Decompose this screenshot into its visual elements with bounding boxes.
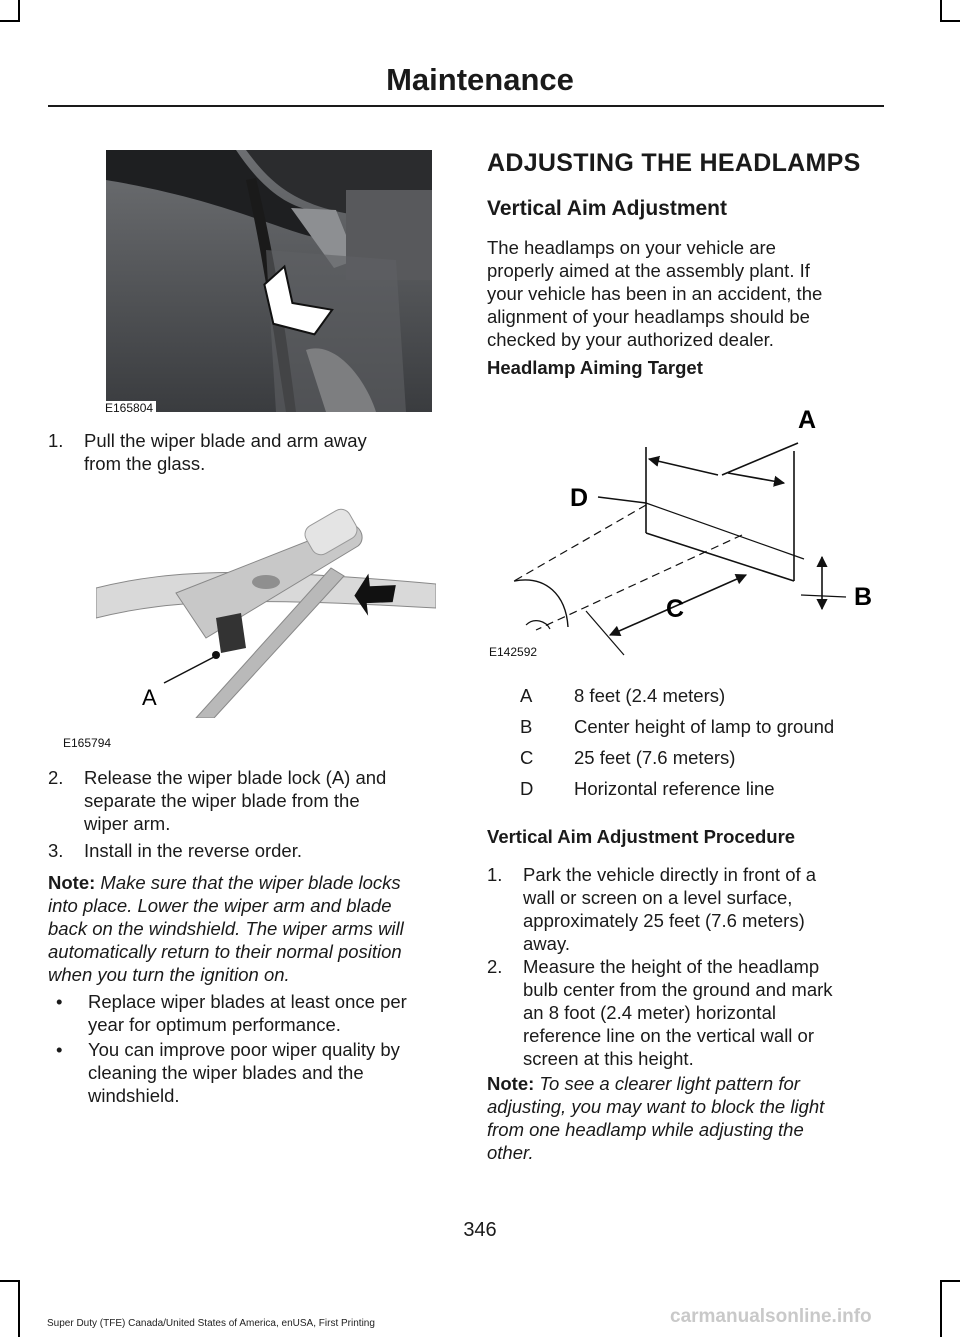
step-text-line: away. [523,933,570,954]
legend-value: 25 feet (7.6 meters) [574,747,736,768]
note-text-line: when you turn the ignition on. [48,964,290,985]
section-heading: ADJUSTING THE HEADLAMPS [487,149,861,177]
page-number: 346 [463,1219,497,1241]
procedure-heading: Vertical Aim Adjustment Procedure [487,826,796,847]
note [487,1072,897,1164]
step-number: 1. [487,864,503,885]
step-text-line: from the glass. [84,453,206,474]
bullet-text-line: cleaning the wiper blades and the [88,1062,364,1083]
callout-label: A [798,406,817,434]
callout-label: A [142,685,157,710]
step-number: 1. [48,430,64,451]
page-title: Maintenance [386,62,574,97]
figure-code: E165794 [60,736,114,750]
footer-print-line: Super Duty (TFE) Canada/United States of America, enUSA, First Printing [47,1318,375,1329]
callout-label: D [570,484,589,512]
paragraph-line: checked by your authorized dealer. [487,329,774,350]
bullet-text-line: You can improve poor wiper quality by [88,1039,400,1060]
subsection-heading: Vertical Aim Adjustment [487,197,728,220]
paragraph-line: The headlamps on your vehicle are [487,237,776,258]
step-text: Install in the reverse order. [84,840,302,861]
note-text-line: into place. Lower the wiper arm and blade [48,895,392,916]
note [48,871,453,986]
crop-mark [940,1280,960,1282]
step-text [84,766,386,835]
list-item [48,766,448,836]
wiper-blade-lock-illustration [63,498,436,750]
list-item [48,990,458,1040]
crop-mark [940,1280,942,1337]
figure-code: E142592 [486,645,540,659]
bullet-text [88,990,407,1036]
bullet-text-line: year for optimum performance. [88,1014,341,1035]
note-label: Note: [487,1073,535,1094]
step-text-line: separate the wiper blade from the [84,790,360,811]
step-text-line: Measure the height of the headlamp [523,956,820,977]
note-text-line: automatically return to their normal position [48,941,402,962]
note-text-line: To see a clearer light pattern for [539,1073,800,1094]
step-text-line: approximately 25 feet (7.6 meters) [523,910,805,931]
bullet-text-line: Replace wiper blades at least once per [88,991,407,1012]
paragraph-line: alignment of your headlamps should be [487,306,810,327]
paragraph-line: your vehicle has been in an accident, the [487,283,823,304]
watermark: carmanualsonline.info [670,1306,872,1327]
callout-label: C [666,595,685,623]
legend-value: Horizontal reference line [574,778,775,799]
intro-paragraph [487,236,897,351]
bullet-text [88,1038,400,1107]
list-item [48,1038,458,1110]
step-text-line: wiper arm. [84,813,171,834]
step-text-line: reference line on the vertical wall or [523,1025,815,1046]
step-text-line: Pull the wiper blade and arm away [84,430,367,451]
note-text-line: from one headlamp while adjusting the [487,1119,804,1140]
step-text-line: Release the wiper blade lock (A) and [84,767,387,788]
step-number: 3. [48,840,64,861]
header-divider [48,105,884,107]
note-text-line: Make sure that the wiper blade locks [100,872,401,893]
legend-key: A [520,685,533,706]
crop-mark [940,20,960,22]
crop-mark [0,1280,20,1282]
figure-code: E165804 [102,401,156,415]
note-label: Note: [48,872,96,893]
legend-key: C [520,747,534,768]
step-text [523,863,816,955]
note-text-line: other. [487,1142,534,1163]
legend-key: D [520,778,534,799]
note-text-line: adjusting, you may want to block the light [487,1096,825,1117]
step-text-line: Park the vehicle directly in front of a [523,864,817,885]
legend-value: 8 feet (2.4 meters) [574,685,726,706]
crop-mark [0,20,20,22]
bullet-marker: • [56,991,63,1012]
step-text-line: bulb center from the ground and mark [523,979,833,1000]
step-text-line: an 8 foot (2.4 meter) horizontal [523,1002,776,1023]
legend-key: B [520,716,533,737]
wiper-arm-photo [105,150,432,415]
legend-value: Center height of lamp to ground [574,716,835,737]
headlamp-aiming-target-diagram [486,385,886,665]
bullet-text-line: windshield. [88,1085,180,1106]
paragraph-line: properly aimed at the assembly plant. If [487,260,810,281]
step-number: 2. [48,767,64,788]
callout-label: B [854,583,873,611]
crop-mark [18,1280,20,1337]
crop-mark [940,0,942,22]
step-number: 2. [487,956,503,977]
list-item [487,955,907,1073]
list-item [48,429,448,479]
crop-mark [18,0,20,22]
list-item [48,839,448,863]
step-text-line: wall or screen on a level surface, [523,887,793,908]
bullet-marker: • [56,1039,63,1060]
step-text [84,429,367,475]
step-text [523,955,833,1070]
figure-heading: Headlamp Aiming Target [487,357,703,378]
list-item [487,863,897,958]
step-text-line: screen at this height. [523,1048,694,1069]
note-text-line: back on the windshield. The wiper arms will [48,918,404,939]
